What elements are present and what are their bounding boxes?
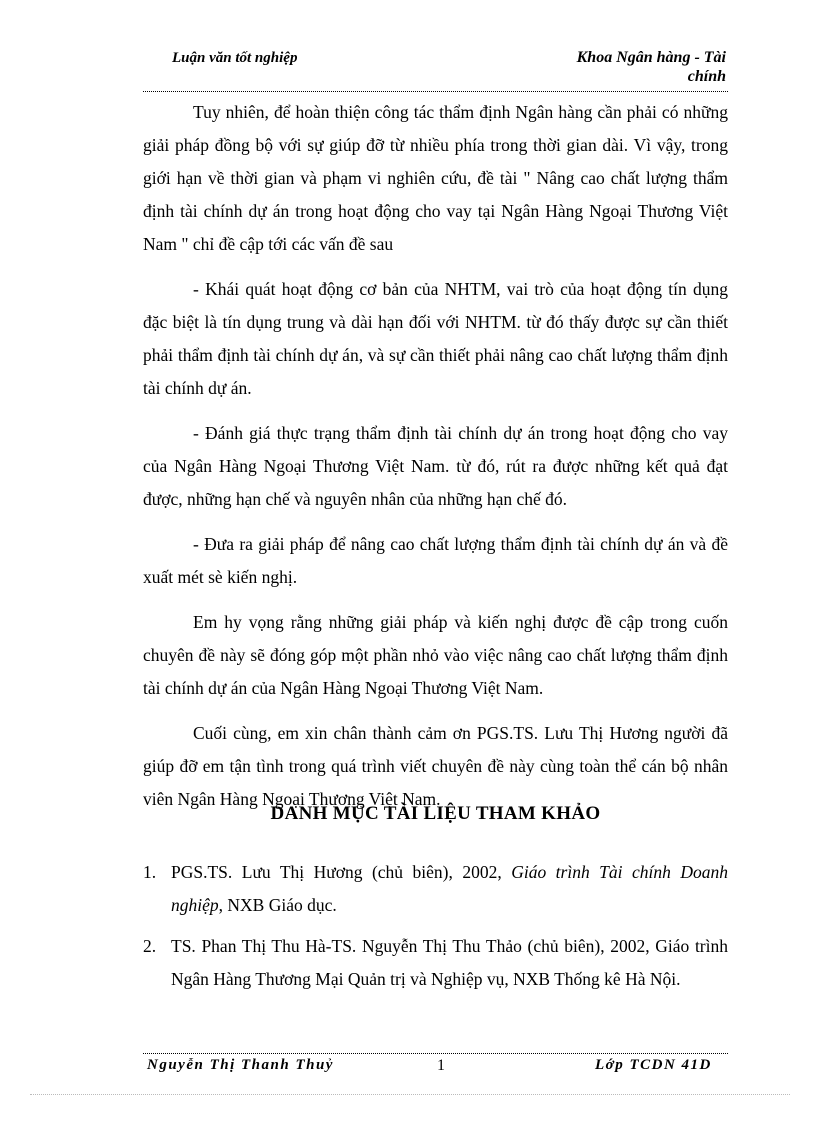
reference-number: 1. <box>143 862 157 882</box>
body-paragraph: Cuối cùng, em xin chân thành cảm ơn PGS.TS. Lưu Thị Hương người đã giúp đỡ em tận tình trong quá trình viết chuyên đề này cùng toàn thể cán bộ nhân viên Ngân Hàng Ngoại Thương Việt Nam. <box>143 723 728 809</box>
reference-item <box>143 930 728 996</box>
references-heading: DANH MỤC TÀI LIỆU THAM KHẢO <box>270 803 601 824</box>
header-faculty-line1: Khoa Ngân hàng - Tài <box>576 49 726 66</box>
header-divider <box>143 91 728 92</box>
reference-item <box>143 856 728 922</box>
reference-text: PGS.TS. Lưu Thị Hương (chủ biên), 2002, <box>171 862 512 882</box>
body-paragraph: Em hy vọng rằng những giải pháp và kiến nghị được đề cập trong cuốn chuyên đề này sẽ đóng góp một phần nhỏ vào việc nâng cao chất lượng thẩm định tài chính dự án của Ngân Hàng Ngoại Thương Việt Nam. <box>143 612 728 698</box>
body-text <box>143 96 728 828</box>
footer-page-number: 1 <box>437 1057 445 1074</box>
reference-publisher: , NXB Giáo dục. <box>218 895 337 915</box>
footer-divider <box>143 1053 728 1054</box>
body-paragraph: - Khái quát hoạt động cơ bản của NHTM, vai trò của hoạt động tín dụng đặc biệt là tín dụng trung và dài hạn đối với NHTM. từ đó thấy được sự cần thiết phải thẩm định tài chính dự án, và sự cần thiết phải nâng cao chất lượng thẩm định tài chính dự án. <box>143 279 728 398</box>
body-paragraph: - Đưa ra giải pháp để nâng cao chất lượng thẩm định tài chính dự án và đề xuất mét sè kiến nghị. <box>143 534 728 587</box>
references-list <box>143 856 728 1004</box>
footer-author: Nguyễn Thị Thanh Thuỷ <box>147 1057 334 1073</box>
header-faculty-line2: chính <box>687 68 726 85</box>
body-paragraph: - Đánh giá thực trạng thẩm định tài chính dự án trong hoạt động cho vay của Ngân Hàng Ngoại Thương Việt Nam. từ đó, rút ra được những kết quả đạt được, những hạn chế và nguyên nhân của những hạn chế đó. <box>143 423 728 509</box>
header-thesis-label: Luận văn tốt nghiệp <box>172 50 298 66</box>
reference-text: TS. Phan Thị Thu Hà-TS. Nguyễn Thị Thu Thảo (chủ biên), 2002, Giáo trình Ngân Hàng Thương Mại Quản trị và Nghiệp vụ, NXB Thống kê Hà Nội. <box>171 936 728 989</box>
header-faculty-label <box>520 48 726 86</box>
reference-number: 2. <box>143 936 157 956</box>
body-paragraph: Tuy nhiên, để hoàn thiện công tác thẩm định Ngân hàng cần phải có những giải pháp đồng bộ với sự giúp đỡ từ nhiều phía trong thời gian dài. Vì vậy, trong giới hạn về thời gian và phạm vi nghiên cứu, đề tài " Nâng cao chất lượng thẩm định tài chính dự án trong hoạt động cho vay tại Ngân Hàng Ngoại Thương Việt Nam " chỉ đề cập tới các vấn đề sau <box>143 102 728 254</box>
page-boundary <box>30 1094 790 1095</box>
footer-class: Lớp TCDN 41D <box>595 1057 712 1073</box>
reference-title: Giáo trình Tài chính Doanh nghiệp <box>171 862 728 915</box>
